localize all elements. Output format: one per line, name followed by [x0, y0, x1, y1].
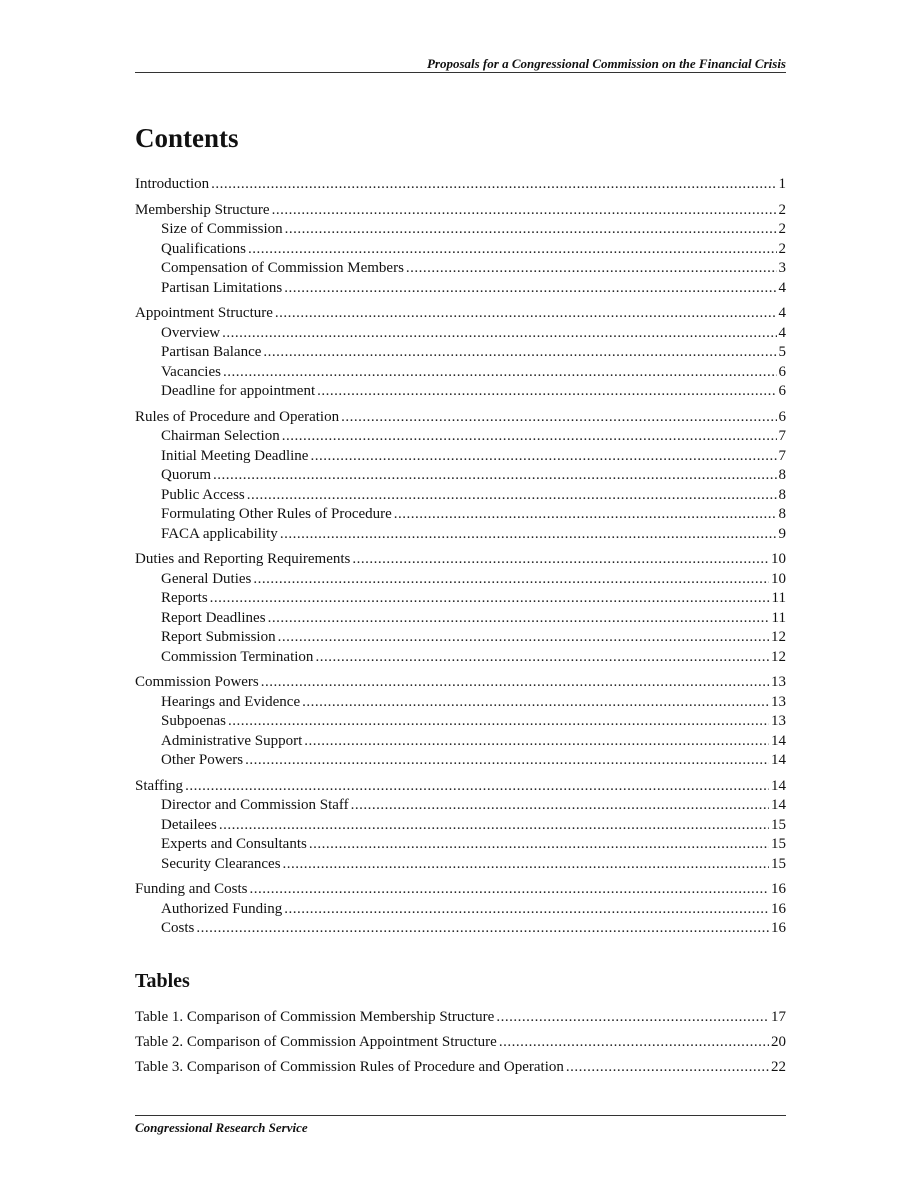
dot-leader — [406, 259, 777, 279]
entry-label: Director and Commission Staff — [161, 797, 349, 813]
entry-label: Introduction — [135, 176, 210, 192]
dot-leader — [272, 201, 777, 221]
entry-page-number: 16 — [771, 900, 786, 917]
dot-leader — [280, 525, 777, 545]
entry-label: Administrative Support — [161, 732, 303, 749]
dot-leader — [394, 505, 777, 525]
entry-label: Public Access — [161, 486, 245, 503]
entry-page-number: 17 — [771, 1009, 786, 1025]
entry-label: Appointment Structure — [135, 305, 273, 321]
dot-leader — [283, 855, 769, 875]
entry-label: Other Powers — [161, 752, 244, 768]
entry-label: Reports — [161, 590, 208, 606]
dot-leader — [261, 673, 769, 693]
entry-page-number: 5 — [778, 344, 786, 360]
entry-page-number: 10 — [771, 551, 786, 567]
entry-label: General Duties — [161, 570, 252, 587]
toc-section-entry[interactable] — [135, 304, 786, 324]
dot-leader — [185, 777, 769, 797]
entry-page-number: 10 — [771, 570, 786, 587]
dot-leader — [253, 570, 769, 590]
entry-label: Table 3. Comparison of Commission Rules of Procedure and Operation — [135, 1059, 564, 1075]
entry-label: Authorized Funding — [161, 900, 283, 917]
dot-leader — [268, 609, 770, 629]
dot-leader — [304, 732, 769, 752]
dot-leader — [278, 628, 769, 648]
entry-label: Partisan Balance — [161, 344, 262, 360]
toc-subsection-entry[interactable] — [135, 693, 786, 713]
entry-page-number: 13 — [771, 674, 786, 690]
entry-label: Commission Powers — [135, 674, 259, 690]
toc-subsection-entry[interactable] — [135, 324, 786, 344]
toc-subsection-entry[interactable] — [135, 900, 786, 920]
toc-subsection-entry[interactable] — [135, 363, 786, 383]
dot-leader — [499, 1033, 769, 1053]
toc-section-entry[interactable] — [135, 673, 786, 693]
entry-label: Compensation of Commission Members — [161, 260, 404, 276]
table-of-contents — [135, 175, 786, 939]
entry-page-number: 16 — [771, 881, 786, 897]
entry-page-number: 3 — [778, 260, 786, 276]
entry-label: FACA applicability — [161, 525, 278, 542]
list-of-tables — [135, 1008, 786, 1083]
entry-page-number: 13 — [771, 713, 786, 729]
dot-leader — [210, 589, 770, 609]
entry-label: Initial Meeting Deadline — [161, 447, 309, 464]
toc-subsection-entry[interactable] — [135, 279, 786, 299]
dot-leader — [247, 486, 777, 506]
entry-label: Funding and Costs — [135, 881, 248, 897]
toc-subsection-entry[interactable] — [135, 570, 786, 590]
dot-leader — [282, 427, 777, 447]
entry-label: Quorum — [161, 467, 211, 483]
entry-label: Deadline for appointment — [161, 383, 316, 399]
toc-section-entry[interactable] — [135, 777, 786, 797]
entry-page-number: 8 — [778, 486, 786, 503]
entry-label: Table 2. Comparison of Commission Appointment Structure — [135, 1034, 497, 1050]
entry-label: Size of Commission — [161, 221, 283, 237]
entry-label: Duties and Reporting Requirements — [135, 551, 351, 567]
entry-label: Hearings and Evidence — [161, 693, 301, 710]
footer-publisher: Congressional Research Service — [135, 1120, 308, 1135]
entry-page-number: 22 — [771, 1059, 786, 1075]
dot-leader — [222, 324, 776, 344]
toc-section-entry[interactable] — [135, 550, 786, 570]
entry-page-number: 14 — [771, 797, 786, 813]
toc-subsection-entry[interactable] — [135, 505, 786, 525]
contents-heading: Contents — [135, 123, 239, 153]
entry-label: Report Submission — [161, 629, 276, 645]
entry-label: Detailees — [161, 816, 217, 833]
entry-page-number: 4 — [778, 279, 786, 296]
dot-leader — [250, 880, 769, 900]
entry-label: Report Deadlines — [161, 609, 266, 626]
dot-leader — [196, 919, 769, 939]
toc-section-entry[interactable] — [135, 175, 786, 195]
toc-subsection-entry[interactable] — [135, 732, 786, 752]
dot-leader — [309, 835, 769, 855]
dot-leader — [302, 693, 769, 713]
entry-page-number: 15 — [771, 836, 786, 852]
entry-label: Security Clearances — [161, 855, 281, 872]
dot-leader — [341, 408, 776, 428]
dot-leader — [310, 447, 776, 467]
entry-page-number: 2 — [778, 240, 786, 257]
toc-subsection-entry[interactable] — [135, 220, 786, 240]
dot-leader — [315, 648, 769, 668]
entry-page-number: 8 — [778, 467, 786, 483]
entry-page-number: 7 — [778, 447, 786, 464]
entry-page-number: 14 — [771, 777, 786, 794]
entry-page-number: 13 — [771, 693, 786, 710]
toc-subsection-entry[interactable] — [135, 343, 786, 363]
toc-subsection-entry[interactable] — [135, 835, 786, 855]
dot-leader — [228, 712, 769, 732]
dot-leader — [245, 751, 769, 771]
entry-label: Chairman Selection — [161, 428, 280, 444]
toc-subsection-entry[interactable] — [135, 751, 786, 771]
dot-leader — [285, 220, 777, 240]
toc-subsection-entry[interactable] — [135, 609, 786, 629]
entry-page-number: 6 — [778, 408, 786, 425]
entry-page-number: 11 — [771, 590, 786, 606]
entry-label: Experts and Consultants — [161, 836, 307, 852]
dot-leader — [275, 304, 777, 324]
entry-page-number: 16 — [771, 920, 786, 936]
toc-subsection-entry[interactable] — [135, 589, 786, 609]
entry-page-number: 15 — [771, 855, 786, 872]
dot-leader — [213, 466, 777, 486]
dot-leader — [284, 279, 776, 299]
entry-label: Rules of Procedure and Operation — [135, 408, 340, 425]
toc-subsection-entry[interactable] — [135, 427, 786, 447]
table-list-entry[interactable] — [135, 1058, 786, 1078]
entry-page-number: 4 — [778, 305, 786, 321]
entry-page-number: 8 — [778, 506, 786, 522]
entry-page-number: 14 — [771, 732, 786, 749]
dot-leader — [219, 816, 769, 836]
entry-label: Membership Structure — [135, 201, 270, 218]
toc-subsection-entry[interactable] — [135, 466, 786, 486]
entry-page-number: 2 — [778, 201, 786, 218]
dot-leader — [284, 900, 769, 920]
toc-section-entry[interactable] — [135, 408, 786, 428]
entry-label: Partisan Limitations — [161, 279, 283, 296]
entry-page-number: 11 — [771, 609, 786, 626]
dot-leader — [352, 550, 769, 570]
dot-leader — [317, 382, 776, 402]
entry-label: Subpoenas — [161, 713, 226, 729]
running-header: Proposals for a Congressional Commission on the Financial Crisis — [426, 56, 786, 71]
toc-subsection-entry[interactable] — [135, 648, 786, 668]
toc-subsection-entry[interactable] — [135, 447, 786, 467]
toc-subsection-entry[interactable] — [135, 816, 786, 836]
table-list-entry[interactable] — [135, 1033, 786, 1053]
entry-page-number: 4 — [778, 324, 786, 341]
toc-subsection-entry[interactable] — [135, 525, 786, 545]
table-list-entry[interactable] — [135, 1008, 786, 1028]
dot-leader — [211, 175, 776, 195]
entry-label: Vacancies — [161, 363, 221, 380]
footer-rule — [135, 1115, 786, 1116]
entry-label: Costs — [161, 920, 195, 936]
entry-page-number: 20 — [771, 1034, 786, 1050]
toc-subsection-entry[interactable] — [135, 712, 786, 732]
entry-label: Commission Termination — [161, 648, 314, 665]
toc-subsection-entry[interactable] — [135, 919, 786, 939]
entry-label: Overview — [161, 324, 221, 341]
entry-page-number: 12 — [771, 648, 786, 665]
dot-leader — [263, 343, 776, 363]
toc-subsection-entry[interactable] — [135, 382, 786, 402]
entry-page-number: 9 — [778, 525, 786, 542]
entry-page-number: 6 — [778, 383, 786, 399]
toc-subsection-entry[interactable] — [135, 259, 786, 279]
toc-section-entry[interactable] — [135, 880, 786, 900]
entry-page-number: 7 — [778, 428, 786, 444]
dot-leader — [496, 1008, 769, 1028]
toc-subsection-entry[interactable] — [135, 240, 786, 260]
toc-subsection-entry[interactable] — [135, 796, 786, 816]
entry-label: Staffing — [135, 777, 184, 794]
header-rule — [135, 72, 786, 73]
toc-section-entry[interactable] — [135, 201, 786, 221]
entry-page-number: 14 — [771, 752, 786, 768]
entry-label: Qualifications — [161, 240, 246, 257]
entry-page-number: 15 — [771, 816, 786, 833]
entry-page-number: 2 — [778, 221, 786, 237]
toc-subsection-entry[interactable] — [135, 628, 786, 648]
entry-label: Formulating Other Rules of Procedure — [161, 506, 392, 522]
toc-subsection-entry[interactable] — [135, 486, 786, 506]
entry-label: Table 1. Comparison of Commission Membership Structure — [135, 1009, 495, 1025]
tables-heading: Tables — [135, 970, 190, 992]
entry-page-number: 6 — [778, 363, 786, 380]
dot-leader — [248, 240, 777, 260]
dot-leader — [223, 363, 777, 383]
dot-leader — [351, 796, 769, 816]
entry-page-number: 1 — [778, 176, 786, 192]
entry-page-number: 12 — [771, 629, 786, 645]
toc-subsection-entry[interactable] — [135, 855, 786, 875]
dot-leader — [566, 1058, 769, 1078]
